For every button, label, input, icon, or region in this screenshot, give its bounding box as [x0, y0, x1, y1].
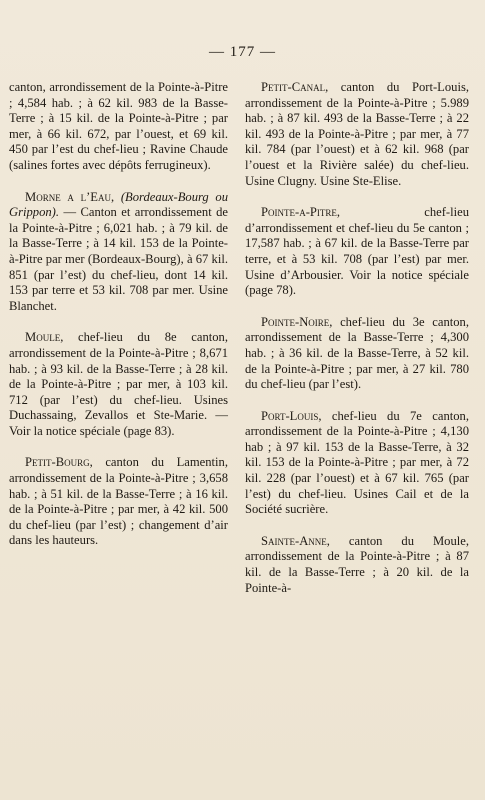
entry-alias: (Bordeaux-Bourg ou Grippon).: [9, 189, 229, 220]
entry-name: Port-Louis,: [261, 408, 322, 423]
entry-text: chef-lieu du 8e canton, arrondissement de la Pointe-à-Pitre ; 8,671 hab. ; à 93 kil. de la Basse-Terre ; à 28 kil. de la Pointe-à-Pitre ; par mer, à 103 kil. 712 (par l’est) du chef-lieu. Usines Duchassaing, Zevallos et Ste-Marie. — Voir la notice spéciale (page 83).: [9, 330, 228, 438]
entry-morne-a-l-eau: [9, 190, 228, 315]
entry-name: Petit-Canal,: [261, 80, 329, 94]
entry-petit-canal: [245, 80, 469, 189]
entry-name: Sainte-Anne,: [261, 533, 330, 548]
entry-name: Morne a l’Eau,: [25, 189, 115, 204]
entry-name: Pointe-Noire,: [261, 314, 333, 329]
entry-pointe-a-pitre: [245, 205, 469, 299]
entry-paragraph: [245, 409, 469, 518]
entry-moule: [9, 330, 228, 439]
entry-text: canton du Port-Louis, arrondissement de la Pointe-à-Pitre ; 5.989 hab. ; à 87 kil. 493 de la Basse-Terre ; à 22 kil. 493 de la Pointe-à-Pitre ; par mer, à 77 kil. 784 (par l’ouest) et à 62 kil. 968 (par l’ouest et la Rivière salée) du chef-lieu. Usine Clugny. Usine Ste-Elise.: [245, 80, 469, 188]
entry-paragraph: [9, 190, 228, 315]
entry-text: — Canton et arrondissement de la Pointe-à-Pitre ; 6,021 hab. ; à 79 kil. de la Basse-Terre ; à 14 kil. 153 de la Pointe-à-Pitre par mer (Bordeaux-Bourg), à 67 kil. 851 (par l’est) du chef-lieu, dont 14 kil. 153 par terre et 53 kil. 708 par mer. Usine Blanchet.: [9, 205, 228, 313]
entry-port-louis: [245, 409, 469, 518]
entry-text: canton du Moule, arrondissement de la Pointe-à-Pitre ; à 87 kil. de la Basse-Terre ; à 20 kil. de la Pointe-à-: [245, 533, 469, 595]
entry-paragraph: [245, 80, 469, 189]
entry-sainte-anne: [245, 534, 469, 596]
entry-pointe-noire: [245, 315, 469, 393]
entry-name: Petit-Bourg,: [25, 455, 93, 470]
right-column: [245, 80, 469, 612]
entry-paragraph: [9, 330, 228, 439]
entry-text: chef-lieu d’arrondissement et chef-lieu du 5e canton ; 17,587 hab. ; à 67 kil. de la Basse-Terre par terre, et à 53 kil. 708 (par l’est) par mer. Usine d’Arbousier. Voir la notice spéciale (page 78).: [245, 205, 469, 298]
entry-paragraph: [9, 455, 228, 549]
entry-text: canton du Lamentin, arrondissement de la Pointe-à-Pitre ; 3,658 hab. ; à 51 kil. de la Basse-Terre ; à 16 kil. de la Pointe-à-Pitre ; par mer, à 42 kil. 500 du chef-lieu (par l’est) ; changement d’air dans les hauteurs.: [9, 455, 228, 548]
entry-petit-bourg: [9, 455, 228, 549]
entry-name: Moule,: [25, 330, 64, 345]
entry-text: canton, arrondissement de la Pointe-à-Pitre ; 4,584 hab. ; à 62 kil. 983 de la Basse-Terre ; à 15 kil. de la Pointe-à-Pitre ; par mer, à 66 kil. 672, par l’ouest, et 69 kil. 450 par l’est du chef-lieu ; Ravine Chaude (salines fortes avec dépôts ferrugineux).: [9, 80, 228, 172]
entry-paragraph: [245, 315, 469, 393]
page-number: — 177 —: [209, 44, 276, 60]
entry-paragraph: [245, 205, 469, 299]
entry-text: chef-lieu du 7e canton, arrondissement de la Pointe-à-Pitre ; 4,130 hab ; à 97 kil. 153 de la Basse-Terre, à 32 kil. 153 de la Pointe-à-Pitre ; par mer, à 72 kil. 228 (par l’ouest) et à 67 kil. 765 (par l’est) du chef-lieu. Usines Cail et de la Société sucrière.: [245, 408, 469, 517]
entry-le-moule-continuation: [9, 80, 228, 174]
entry-name: Pointe-a-Pitre,: [261, 205, 341, 220]
entry-text: chef-lieu du 3e canton, arrondissement de la Basse-Terre ; 4,300 hab. ; à 36 kil. de la Basse-Terre, à 52 kil. de la Pointe-à-Pitre ; par mer, à 27 kil. 780 du chef-lieu (par l’est).: [245, 314, 469, 392]
entry-paragraph: [245, 534, 469, 596]
left-column: [9, 80, 228, 565]
